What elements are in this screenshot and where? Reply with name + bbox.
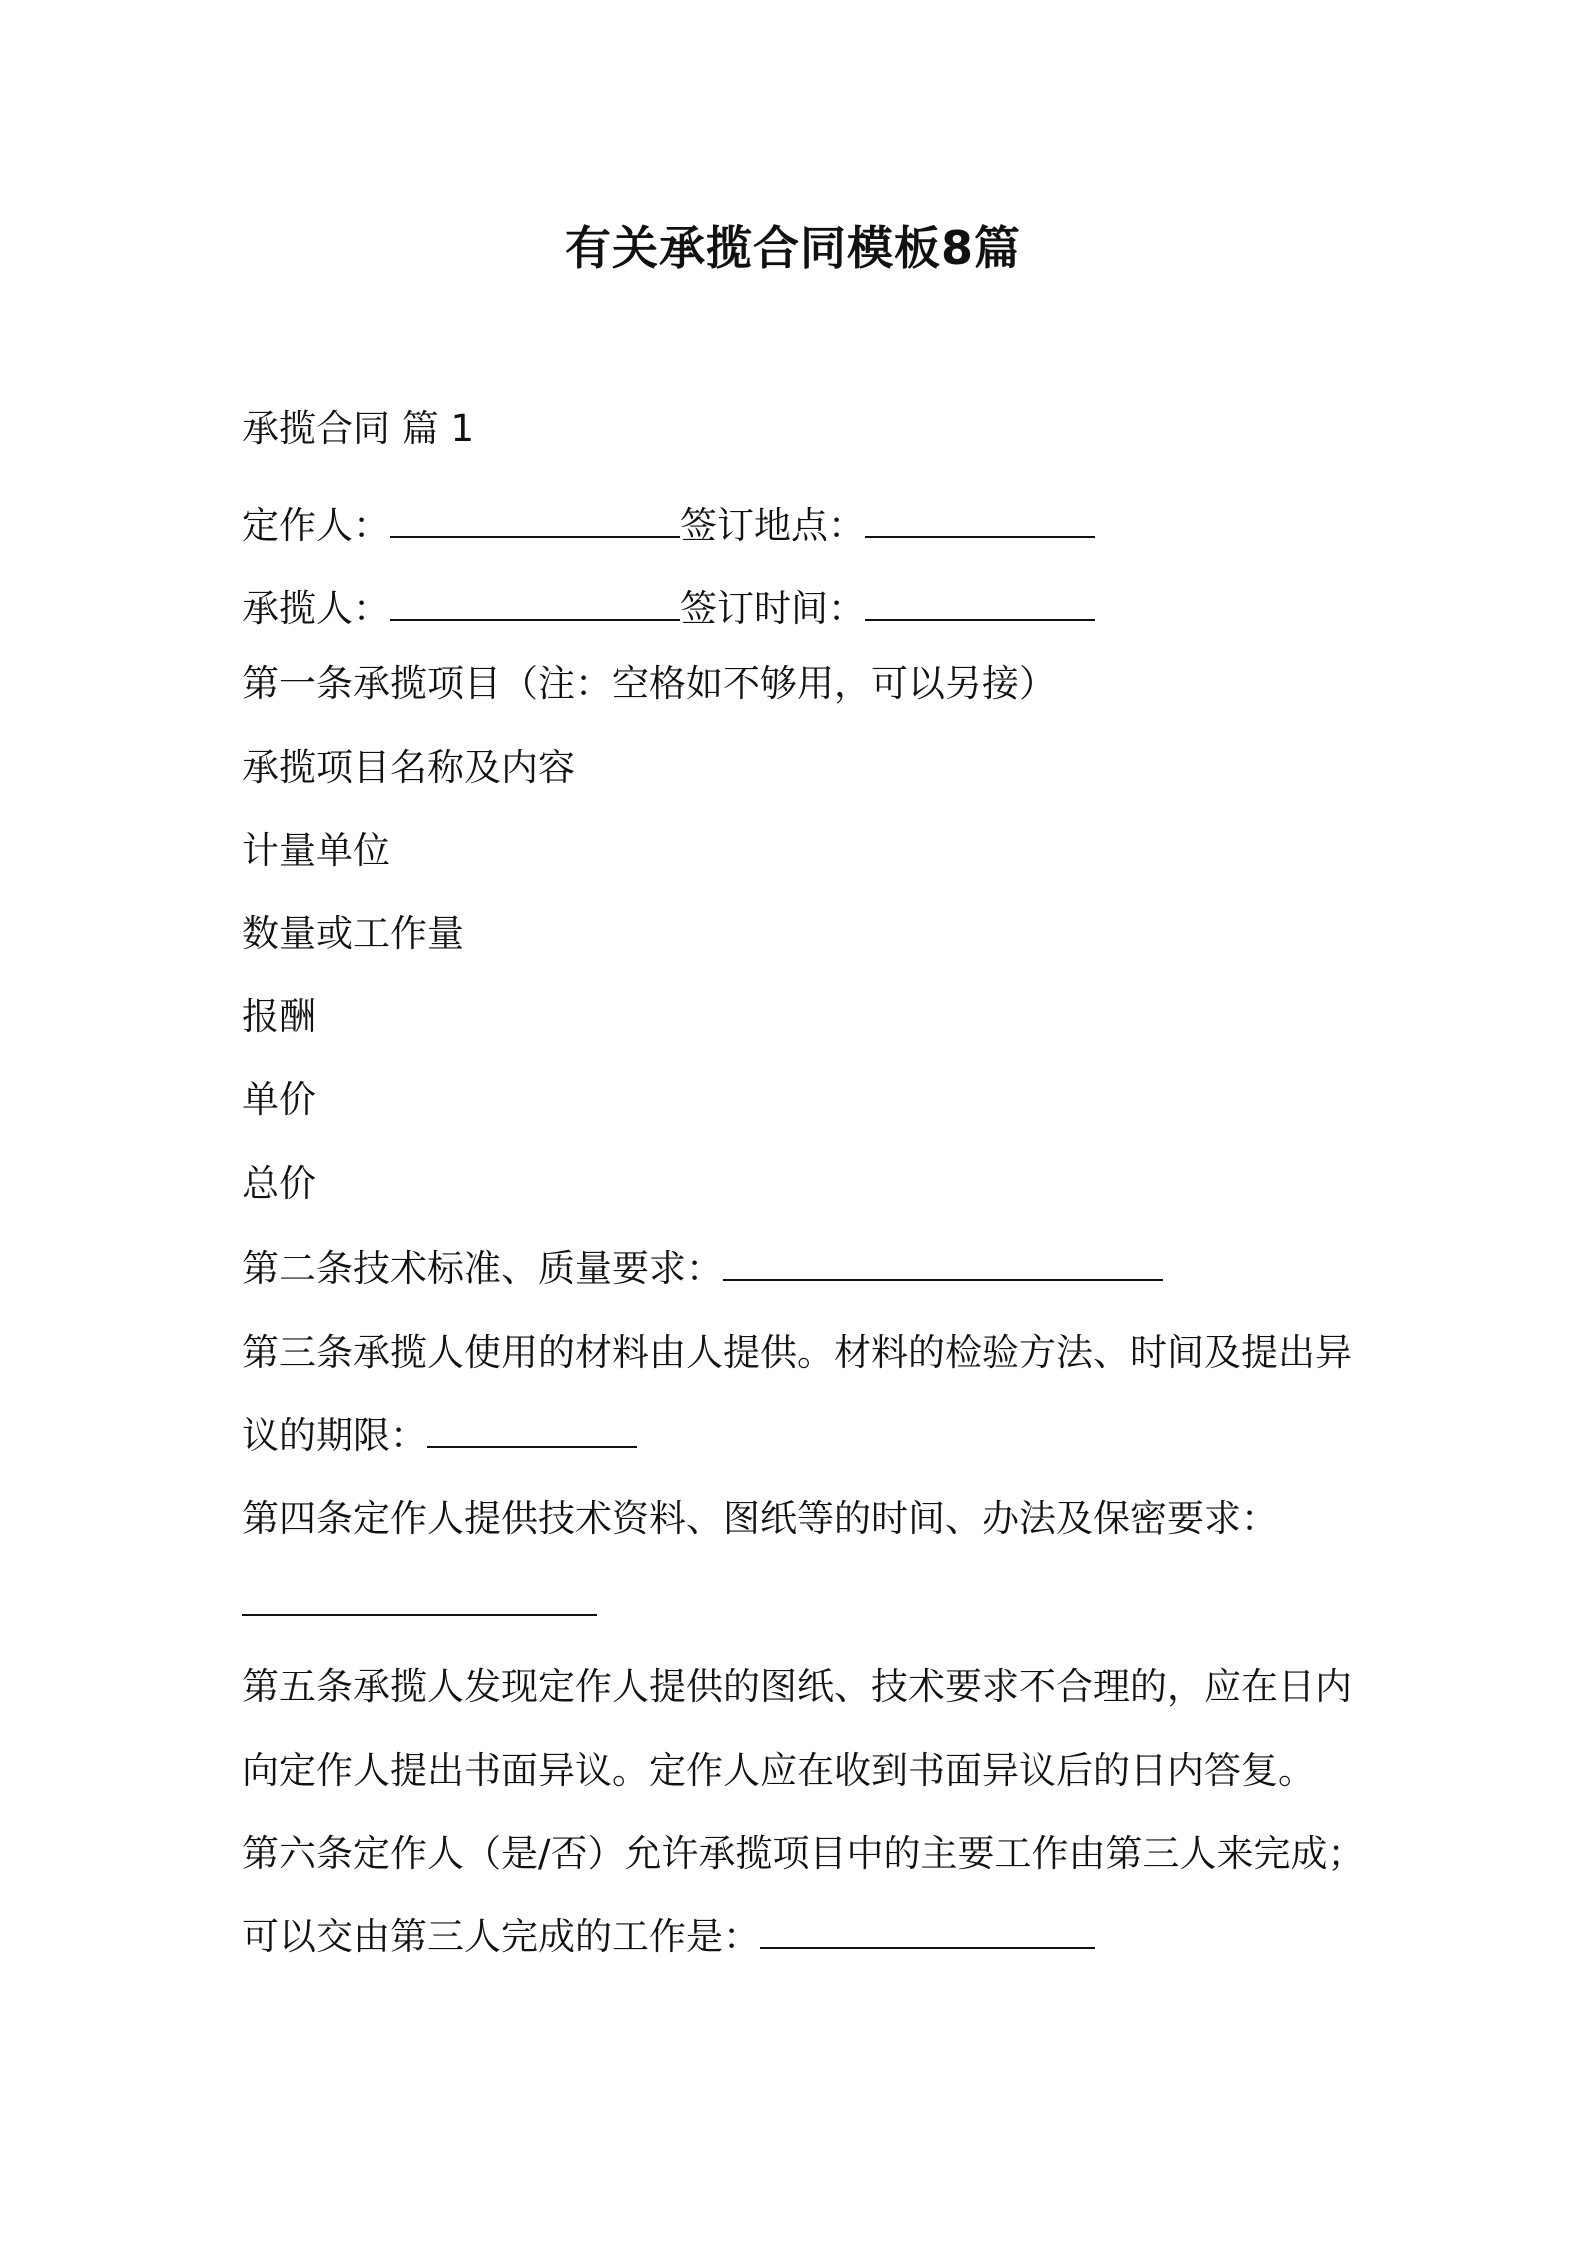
blank-quality-requirements[interactable]: [723, 1245, 1163, 1281]
article-6-work-label: 可以交由第三人完成的工作是：: [242, 1915, 760, 1958]
blank-objection-period[interactable]: [427, 1412, 637, 1448]
article-4-blank-row: [242, 1580, 597, 1628]
item-unit-price: 单价: [242, 1078, 316, 1121]
article-5-line-2: 向定作人提出书面异议。定作人应在收到书面异议后的日内答复。: [242, 1749, 1315, 1792]
document-title: 有关承揽合同模板8篇: [564, 221, 1021, 275]
item-unit: 计量单位: [242, 829, 390, 872]
field-label-sign-place: 签订地点：: [680, 504, 865, 547]
field-label-contractor: 承揽人：: [242, 587, 390, 630]
blank-contractor[interactable]: [390, 585, 680, 621]
article-3-period-label: 议的期限：: [242, 1414, 427, 1457]
article-2-text: 第二条技术标准、质量要求：: [242, 1247, 723, 1290]
field-row-contractor: [242, 585, 1095, 633]
article-1: 第一条承揽项目（注：空格如不够用，可以另接）: [242, 662, 1056, 705]
article-4: 第四条定作人提供技术资料、图纸等的时间、办法及保密要求：: [242, 1497, 1278, 1540]
article-5-line-1: 第五条承揽人发现定作人提供的图纸、技术要求不合理的，应在日内: [242, 1665, 1352, 1708]
field-label-sign-time: 签订时间：: [680, 587, 865, 630]
article-6-line-1: 第六条定作人（是/否）允许承揽项目中的主要工作由第三人来完成；: [242, 1832, 1365, 1875]
item-name-content: 承揽项目名称及内容: [242, 746, 575, 789]
blank-customer[interactable]: [390, 502, 680, 538]
item-quantity: 数量或工作量: [242, 912, 464, 955]
article-3-line-2: [242, 1412, 637, 1460]
item-remuneration: 报酬: [242, 995, 316, 1038]
field-row-customer: [242, 502, 1095, 550]
article-2: [242, 1245, 1163, 1293]
section-heading: 承揽合同 篇 1: [242, 407, 475, 450]
blank-sign-place[interactable]: [865, 502, 1095, 538]
article-6-line-2: [242, 1913, 1095, 1961]
blank-sign-time[interactable]: [865, 585, 1095, 621]
field-label-customer: 定作人：: [242, 504, 390, 547]
blank-confidentiality[interactable]: [242, 1580, 597, 1616]
item-total-price: 总价: [242, 1162, 316, 1205]
blank-third-party-work[interactable]: [760, 1913, 1095, 1949]
article-3-line-1: 第三条承揽人使用的材料由人提供。材料的检验方法、时间及提出异: [242, 1331, 1352, 1374]
